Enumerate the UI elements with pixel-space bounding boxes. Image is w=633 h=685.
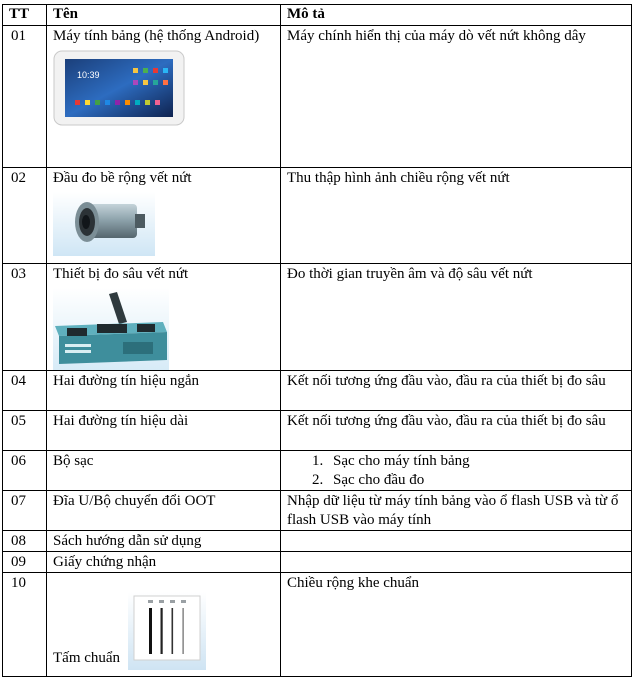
- table-row: [3, 531, 632, 552]
- row-name-cell: [47, 168, 281, 264]
- row-num: 07: [3, 491, 47, 531]
- row-desc: Máy chính hiển thị của máy dò vết nứt không dây: [281, 26, 632, 168]
- row-desc: [281, 531, 632, 552]
- row-desc-list-cell: [281, 451, 632, 491]
- row-name: Giấy chứng nhận: [47, 552, 281, 573]
- row-name: Hai đường tín hiệu ngắn: [47, 371, 281, 411]
- row-name-cell: [47, 573, 281, 677]
- row-name: Đầu đo bề rộng vết nứt: [53, 170, 192, 186]
- calibration-plate-image: [128, 592, 206, 670]
- row-desc: Thu thập hình ảnh chiều rộng vết nứt: [281, 168, 632, 264]
- svg-text:10:39: 10:39: [77, 70, 100, 80]
- table-row: [3, 371, 632, 411]
- table-row: [3, 573, 632, 677]
- list-item: 2. Sạc cho đầu đo: [327, 471, 625, 490]
- charger-list: [287, 452, 625, 490]
- table-row: [3, 491, 632, 531]
- row-desc: Nhập dữ liệu từ máy tính bảng vào ổ flash USB và từ ổ flash USB vào máy tính: [281, 491, 632, 531]
- row-num: 08: [3, 531, 47, 552]
- row-num: 09: [3, 552, 47, 573]
- row-name-cell: [47, 26, 281, 168]
- table-row: [3, 26, 632, 168]
- row-desc: Kết nối tương ứng đầu vào, đầu ra của thiết bị đo sâu: [281, 371, 632, 411]
- row-desc: Đo thời gian truyền âm và độ sâu vết nứt: [281, 264, 632, 371]
- row-name: Sách hướng dẫn sử dụng: [47, 531, 281, 552]
- row-num: 03: [3, 264, 47, 371]
- row-num: 10: [3, 573, 47, 677]
- probe-image: [53, 192, 274, 256]
- table-row: [3, 411, 632, 451]
- row-name: Hai đường tín hiệu dài: [47, 411, 281, 451]
- row-name: Thiết bị đo sâu vết nứt: [53, 266, 189, 282]
- row-desc: [281, 552, 632, 573]
- table-header-row: [3, 5, 632, 26]
- header-desc: Mô tả: [281, 5, 632, 26]
- row-num: 06: [3, 451, 47, 491]
- list-item: 1. Sạc cho máy tính bảng: [327, 452, 625, 471]
- table-row: [3, 451, 632, 491]
- row-name: Tấm chuẩn: [53, 650, 121, 666]
- tablet-image: [53, 50, 274, 126]
- row-name: Đĩa U/Bộ chuyển đổi OOT: [47, 491, 281, 531]
- row-num: 02: [3, 168, 47, 264]
- row-name: Máy tính bảng (hệ thống Android): [53, 28, 260, 44]
- table-row: [3, 168, 632, 264]
- row-name: Bộ sạc: [47, 451, 281, 491]
- table-row: [3, 264, 632, 371]
- table-row: [3, 552, 632, 573]
- header-name: Tên: [47, 5, 281, 26]
- row-num: 05: [3, 411, 47, 451]
- row-desc: Chiều rộng khe chuẩn: [281, 573, 632, 677]
- row-num: 04: [3, 371, 47, 411]
- row-desc: Kết nối tương ứng đầu vào, đầu ra của thiết bị đo sâu: [281, 411, 632, 451]
- equipment-table: [2, 4, 632, 677]
- depth-device-image: [53, 288, 274, 370]
- header-num: TT: [3, 5, 47, 26]
- row-name-cell: [47, 264, 281, 371]
- row-num: 01: [3, 26, 47, 168]
